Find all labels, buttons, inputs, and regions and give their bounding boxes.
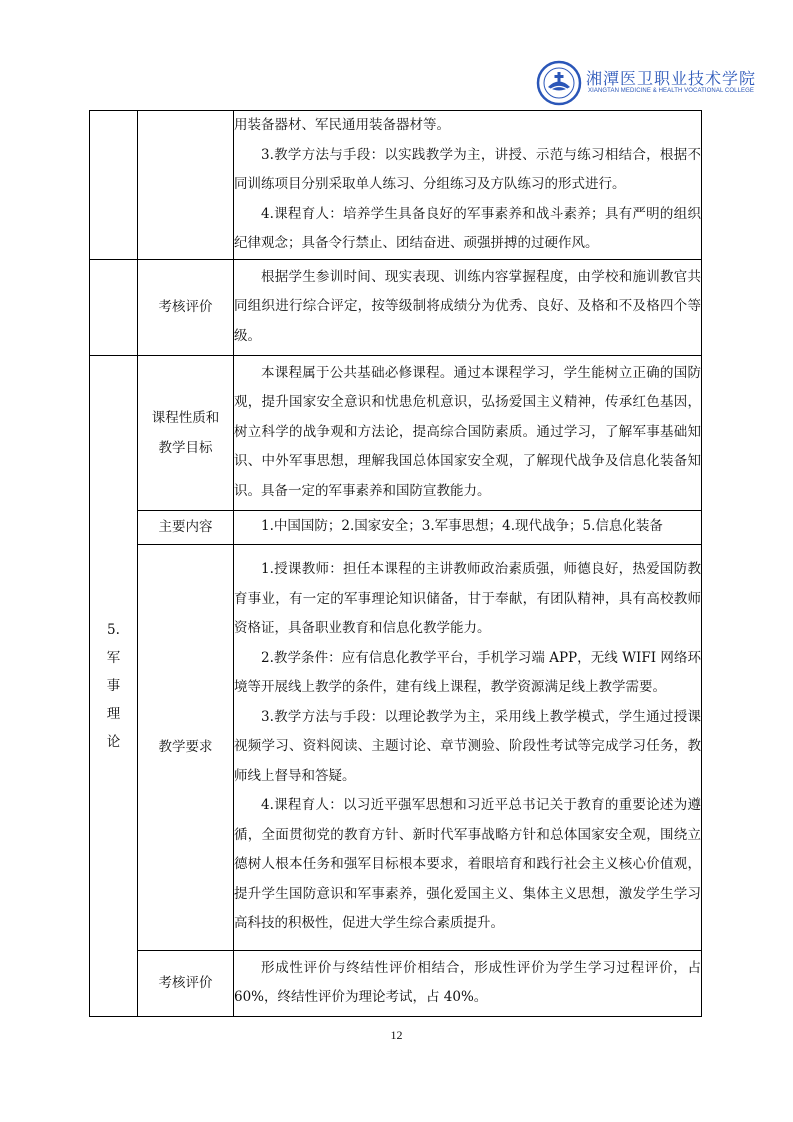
requirements-paragraph: 3.教学方法与手段：以实践教学为主，讲授、示范与练习相结合，根据不同训练项目分别采取单人练习、分组练习及方队练习的形式进行。 bbox=[234, 146, 701, 192]
content-label: 主要内容 bbox=[138, 510, 234, 544]
table-row bbox=[90, 111, 702, 260]
table-row bbox=[90, 355, 702, 510]
college-name-en: XIANGTAN MEDICINE & HEALTH VOCATIONAL COLLEGE bbox=[588, 88, 754, 94]
section-cell-continued bbox=[90, 111, 138, 260]
section-5-cell bbox=[90, 355, 138, 1016]
requirements-paragraph: 3.教学方法与手段：以理论教学为主，采用线上教学模式，学生通过授课视频学习、资料阅读、主题讨论、章节测验、阶段性考试等完成学习任务，教师线上督导和答疑。 bbox=[234, 708, 701, 784]
page-number: 12 bbox=[390, 1028, 403, 1042]
requirements-paragraph: 用装备器材、军民通用装备器材等。 bbox=[234, 117, 450, 133]
section-cell-continued bbox=[90, 259, 138, 355]
assessment-text-cell bbox=[234, 259, 702, 355]
section-number: 5. bbox=[107, 621, 120, 638]
section-title-char: 事 bbox=[106, 677, 121, 694]
content-text-cell bbox=[234, 510, 702, 544]
college-emblem-icon bbox=[536, 60, 582, 106]
nature-text-cell bbox=[234, 355, 702, 510]
college-logo bbox=[536, 60, 757, 110]
requirements-paragraph: 2.教学条件：应有信息化教学平台，手机学习端 APP，无线 WIFI 网络环境等开展线上教学的条件，建有线上课程，教学资源满足线上教学需要。 bbox=[234, 649, 701, 696]
nature-label-line1: 课程性质和 bbox=[151, 409, 220, 426]
nature-label-line2: 教学目标 bbox=[158, 439, 213, 456]
assessment-text-cell bbox=[234, 950, 702, 1016]
table-row bbox=[90, 259, 702, 355]
content-text: 1.中国国防；2.国家安全；3.军事思想；4.现代战争；5.信息化装备 bbox=[261, 518, 663, 535]
section-title-char: 军 bbox=[106, 649, 121, 666]
assessment-label: 考核评价 bbox=[138, 259, 234, 355]
section-title-char: 论 bbox=[106, 733, 121, 750]
assessment-label: 考核评价 bbox=[138, 950, 234, 1016]
requirements-label: 教学要求 bbox=[138, 544, 234, 950]
requirements-text-cell bbox=[234, 544, 702, 950]
assessment-text: 根据学生参训时间、现实表现、训练内容掌握程度，由学校和施训教官共同组织进行综合评定，按等级制将成绩分为优秀、良好、及格和不及格四个等级。 bbox=[234, 268, 701, 344]
nature-text: 本课程属于公共基础必修课程。通过本课程学习，学生能树立正确的国防观，提升国家安全意识和忧患危机意识，弘扬爱国主义精神，传承红色基因，树立科学的战争观和方法论，提高综合国防素质。通过学习，了解军事基础知识、中外军事思想，理解我国总体国家安全观，了解现代战争及信息化装备知识。具备一定的军事素养和国防宣教能力。 bbox=[234, 364, 701, 499]
college-name-cn: 湘潭医卫职业技术学院 bbox=[586, 69, 757, 88]
nature-label-cell bbox=[138, 355, 234, 510]
table-row bbox=[90, 544, 702, 950]
section-title-char: 理 bbox=[106, 705, 121, 722]
requirements-continued-cell bbox=[234, 111, 702, 260]
requirements-paragraph: 4.课程育人：以习近平强军思想和习近平总书记关于教育的重要论述为遵循，全面贯彻党的教育方针、新时代军事战略方针和总体国家安全观，围绕立德树人根本任务和强军目标根本要求，着眼培育和践行社会主义核心价值观，提升学生国防意识和军事素养，强化爱国主义、集体主义思想，激发学生学习高科技的积极性，促进大学生综合素质提升。 bbox=[234, 797, 701, 932]
label-cell-continued bbox=[138, 111, 234, 260]
table-row bbox=[90, 510, 702, 544]
table-row bbox=[90, 950, 702, 1016]
requirements-paragraph: 1.授课教师：担任本课程的主讲教师政治素质强，师德良好，热爱国防教育事业，有一定的军事理论知识储备，甘于奉献，有团队精神，具有高校教师资格证，具备职业教育和信息化教学能力。 bbox=[234, 561, 701, 637]
assessment-text: 形成性评价与终结性评价相结合，形成性评价为学生学习过程评价，占 60%，终结性评价为理论考试，占 40%。 bbox=[234, 959, 701, 1005]
requirements-paragraph: 4.课程育人：培养学生具备良好的军事素养和战斗素养；具有严明的组织纪律观念；具备令行禁止、团结奋进、顽强拼搏的过硬作风。 bbox=[234, 205, 701, 251]
course-table bbox=[89, 110, 702, 1017]
